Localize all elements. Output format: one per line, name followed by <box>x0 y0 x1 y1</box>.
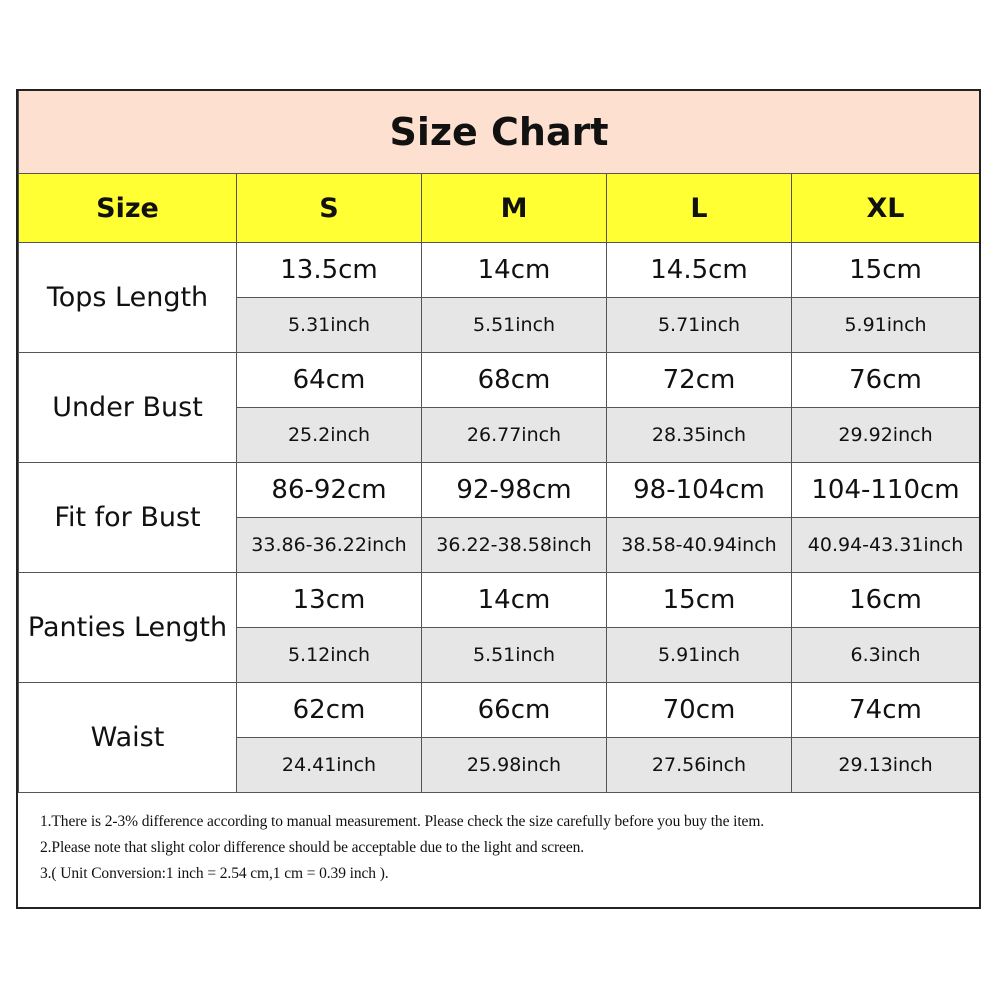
header-size-xl: XL <box>792 174 980 243</box>
notes-section <box>18 793 979 887</box>
header-row <box>19 174 980 243</box>
header-size-label: Size <box>19 174 237 243</box>
header-size-s: S <box>237 174 422 243</box>
cm-value: 104-110cm <box>792 463 980 518</box>
note-line: 1.There is 2-3% difference according to manual measurement. Please check the size carefully before you buy the item. <box>40 813 765 830</box>
chart-title: Size Chart <box>19 91 980 174</box>
inch-value: 6.3inch <box>792 628 980 683</box>
inch-value: 24.41inch <box>237 738 422 793</box>
cm-value: 62cm <box>237 683 422 738</box>
row-label-panties-length: Panties Length <box>19 573 237 683</box>
header-size-m: M <box>422 174 607 243</box>
row-cm <box>19 463 980 518</box>
size-chart <box>16 89 981 909</box>
inch-value: 5.51inch <box>422 628 607 683</box>
inch-value: 28.35inch <box>607 408 792 463</box>
cm-value: 14cm <box>422 573 607 628</box>
cm-value: 14cm <box>422 243 607 298</box>
inch-value: 5.71inch <box>607 298 792 353</box>
cm-value: 98-104cm <box>607 463 792 518</box>
cm-value: 74cm <box>792 683 980 738</box>
cm-value: 66cm <box>422 683 607 738</box>
inch-value: 26.77inch <box>422 408 607 463</box>
cm-value: 72cm <box>607 353 792 408</box>
row-label-under-bust: Under Bust <box>19 353 237 463</box>
cm-value: 13.5cm <box>237 243 422 298</box>
row-cm <box>19 683 980 738</box>
cm-value: 15cm <box>792 243 980 298</box>
row-label-tops-length: Tops Length <box>19 243 237 353</box>
inch-value: 5.31inch <box>237 298 422 353</box>
row-label-fit-for-bust: Fit for Bust <box>19 463 237 573</box>
cm-value: 14.5cm <box>607 243 792 298</box>
row-cm <box>19 243 980 298</box>
cm-value: 68cm <box>422 353 607 408</box>
inch-value: 5.51inch <box>422 298 607 353</box>
inch-value: 36.22-38.58inch <box>422 518 607 573</box>
cm-value: 92-98cm <box>422 463 607 518</box>
inch-value: 33.86-36.22inch <box>237 518 422 573</box>
inch-value: 5.91inch <box>607 628 792 683</box>
size-table <box>18 91 980 793</box>
inch-value: 29.92inch <box>792 408 980 463</box>
inch-value: 5.12inch <box>237 628 422 683</box>
cm-value: 15cm <box>607 573 792 628</box>
note-line: 3.( Unit Conversion:1 inch = 2.54 cm,1 cm = 0.39 inch ). <box>40 865 389 882</box>
inch-value: 25.98inch <box>422 738 607 793</box>
cm-value: 86-92cm <box>237 463 422 518</box>
cm-value: 16cm <box>792 573 980 628</box>
row-cm <box>19 573 980 628</box>
row-cm <box>19 353 980 408</box>
cm-value: 13cm <box>237 573 422 628</box>
note-line: 2.Please note that slight color difference should be acceptable due to the light and screen. <box>40 839 585 856</box>
inch-value: 40.94-43.31inch <box>792 518 980 573</box>
inch-value: 29.13inch <box>792 738 980 793</box>
cm-value: 76cm <box>792 353 980 408</box>
cm-value: 70cm <box>607 683 792 738</box>
inch-value: 25.2inch <box>237 408 422 463</box>
cm-value: 64cm <box>237 353 422 408</box>
inch-value: 27.56inch <box>607 738 792 793</box>
header-size-l: L <box>607 174 792 243</box>
inch-value: 38.58-40.94inch <box>607 518 792 573</box>
inch-value: 5.91inch <box>792 298 980 353</box>
row-label-waist: Waist <box>19 683 237 793</box>
